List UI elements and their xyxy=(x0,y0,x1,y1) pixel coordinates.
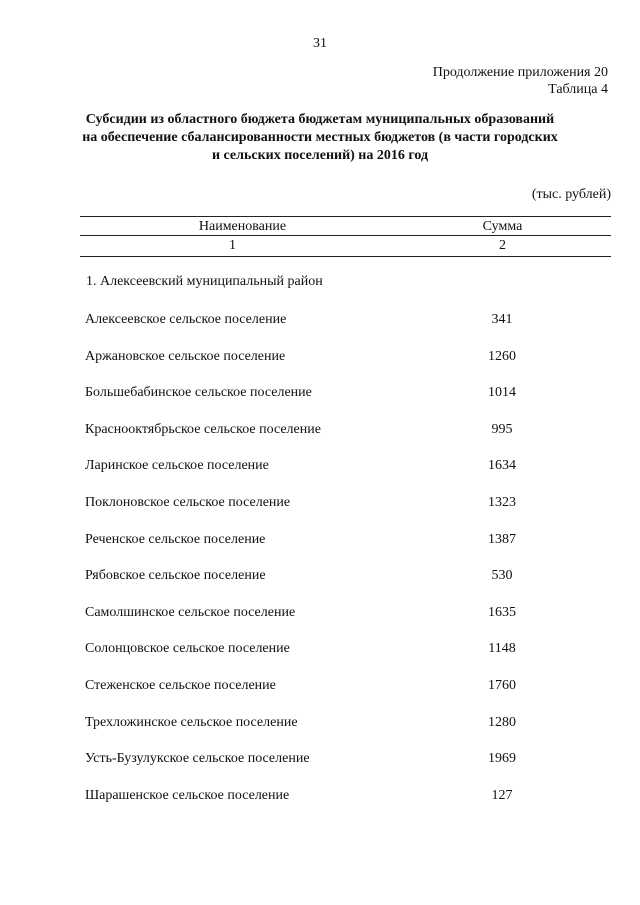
row-value: 1014 xyxy=(488,385,516,400)
table-number-rule xyxy=(80,256,611,257)
row-name: Шарашенское сельское поселение xyxy=(85,788,290,803)
header-amount: Сумма xyxy=(482,219,523,234)
row-name: Усть-Бузулукское сельское поселение xyxy=(85,751,310,766)
row-name: Реченское сельское поселение xyxy=(85,532,266,547)
column-number-2: 2 xyxy=(499,238,506,253)
row-name: Рябовское сельское поселение xyxy=(85,568,266,583)
row-value: 1323 xyxy=(488,495,516,510)
row-value: 127 xyxy=(491,788,513,803)
row-name: Большебабинское сельское поселение xyxy=(85,385,312,400)
row-value: 1634 xyxy=(488,458,516,473)
row-name: Алексеевское сельское поселение xyxy=(85,312,287,327)
row-name: Ларинское сельское поселение xyxy=(85,458,269,473)
table-top-rule xyxy=(80,216,611,217)
row-name: Краснооктябрьское сельское поселение xyxy=(85,422,321,437)
row-value: 1969 xyxy=(488,751,516,766)
units-label: (тыс. рублей) xyxy=(531,187,611,202)
row-name: Стеженское сельское поселение xyxy=(85,678,276,693)
row-name: Солонцовское сельское поселение xyxy=(85,641,290,656)
document-title xyxy=(60,111,580,165)
table-header-rule xyxy=(80,235,611,236)
appendix-line: Продолжение приложения 20 xyxy=(432,65,608,80)
row-name: Трехложинское сельское поселение xyxy=(85,715,298,730)
row-value: 530 xyxy=(491,568,513,583)
header-name: Наименование xyxy=(198,219,287,234)
section-heading: 1. Алексеевский муниципальный район xyxy=(86,274,323,289)
row-name: Поклоновское сельское поселение xyxy=(85,495,291,510)
row-value: 995 xyxy=(491,422,513,437)
row-value: 1148 xyxy=(488,641,516,656)
row-name: Самолшинское сельское поселение xyxy=(85,605,296,620)
row-name: Аржановское сельское поселение xyxy=(85,349,286,364)
appendix-reference xyxy=(433,64,608,98)
title-line: Субсидии из областного бюджета бюджетам муниципальных образований xyxy=(85,112,555,127)
row-value: 1280 xyxy=(488,715,516,730)
title-line: на обеспечение сбалансированности местных бюджетов (в части городских xyxy=(82,130,558,145)
row-value: 1260 xyxy=(488,349,516,364)
column-number-1: 1 xyxy=(229,238,236,253)
row-value: 1635 xyxy=(488,605,516,620)
table-number: Таблица 4 xyxy=(548,82,608,97)
row-value: 1387 xyxy=(488,532,516,547)
row-value: 341 xyxy=(491,312,513,327)
page-number: 31 xyxy=(313,36,327,51)
row-value: 1760 xyxy=(488,678,516,693)
title-line: и сельских поселений) на 2016 год xyxy=(211,148,429,163)
